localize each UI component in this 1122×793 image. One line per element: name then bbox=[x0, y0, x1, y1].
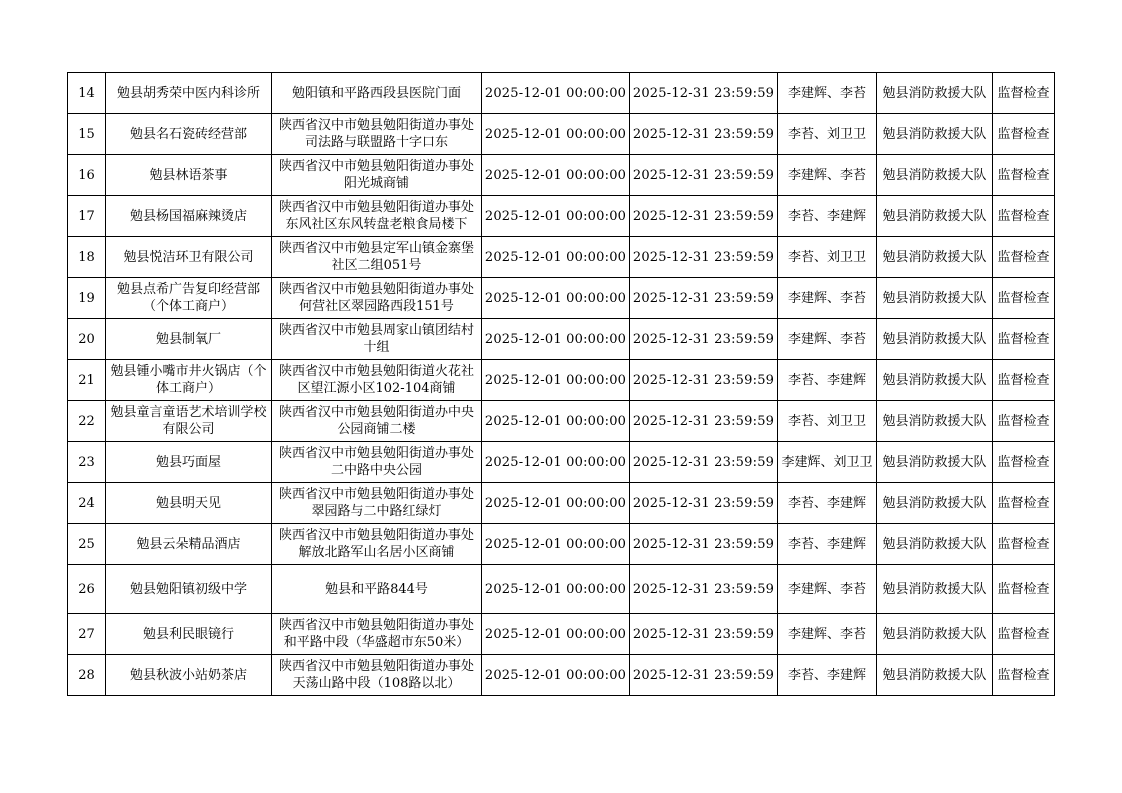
address-cell bbox=[272, 655, 482, 696]
table-row bbox=[68, 442, 1055, 483]
end-time-cell: 2025-12-31 23:59:59 bbox=[630, 196, 778, 237]
table-row bbox=[68, 524, 1055, 565]
table-row bbox=[68, 114, 1055, 155]
address-text: 陕西省汉中市勉县勉阳街道办事处解放北路军山名居小区商铺 bbox=[278, 528, 474, 560]
start-time-cell: 2025-12-01 00:00:00 bbox=[482, 237, 630, 278]
address-text: 陕西省汉中市勉县勉阳街道办事处何营社区翠园路西段151号 bbox=[278, 282, 474, 314]
table-row bbox=[68, 401, 1055, 442]
table-row bbox=[68, 614, 1055, 655]
inspection-type-cell: 监督检查 bbox=[993, 237, 1055, 278]
inspection-unit-cell: 勉县消防救援大队 bbox=[877, 401, 993, 442]
address-text: 陕西省汉中市勉县勉阳街道办事处天荡山路中段（108路以北） bbox=[278, 659, 474, 691]
end-time-cell: 2025-12-31 23:59:59 bbox=[630, 655, 778, 696]
inspection-unit-cell: 勉县消防救援大队 bbox=[877, 114, 993, 155]
inspectors-cell: 李苔、刘卫卫 bbox=[778, 114, 877, 155]
address-text: 勉县和平路844号 bbox=[325, 581, 428, 597]
address-cell bbox=[272, 524, 482, 565]
inspectors-cell: 李苔、刘卫卫 bbox=[778, 237, 877, 278]
end-time-cell: 2025-12-31 23:59:59 bbox=[630, 319, 778, 360]
business-name-cell: 勉县巧面屋 bbox=[106, 442, 272, 483]
inspectors-cell: 李苔、李建辉 bbox=[778, 524, 877, 565]
address-cell bbox=[272, 237, 482, 278]
end-time-cell: 2025-12-31 23:59:59 bbox=[630, 155, 778, 196]
end-time-cell: 2025-12-31 23:59:59 bbox=[630, 565, 778, 614]
business-name-cell: 勉县名石瓷砖经营部 bbox=[106, 114, 272, 155]
start-time-cell: 2025-12-01 00:00:00 bbox=[482, 319, 630, 360]
start-time-cell: 2025-12-01 00:00:00 bbox=[482, 565, 630, 614]
inspectors-cell: 李建辉、李苔 bbox=[778, 614, 877, 655]
row-number-cell: 15 bbox=[68, 114, 106, 155]
row-number-cell: 25 bbox=[68, 524, 106, 565]
row-number-cell: 17 bbox=[68, 196, 106, 237]
business-name-cell: 勉县点希广告复印经营部（个体工商户） bbox=[106, 278, 272, 319]
inspection-unit-cell: 勉县消防救援大队 bbox=[877, 483, 993, 524]
start-time-cell: 2025-12-01 00:00:00 bbox=[482, 114, 630, 155]
business-name-cell: 勉县明天见 bbox=[106, 483, 272, 524]
address-cell bbox=[272, 319, 482, 360]
end-time-cell: 2025-12-31 23:59:59 bbox=[630, 73, 778, 114]
inspection-type-cell: 监督检查 bbox=[993, 360, 1055, 401]
business-name-cell: 勉县童言童语艺术培训学校有限公司 bbox=[106, 401, 272, 442]
inspection-unit-cell: 勉县消防救援大队 bbox=[877, 614, 993, 655]
business-name-cell: 勉县悦洁环卫有限公司 bbox=[106, 237, 272, 278]
end-time-cell: 2025-12-31 23:59:59 bbox=[630, 401, 778, 442]
address-cell bbox=[272, 565, 482, 614]
inspectors-cell: 李苔、李建辉 bbox=[778, 655, 877, 696]
address-cell bbox=[272, 278, 482, 319]
address-text: 陕西省汉中市勉县定军山镇金寨堡社区二组051号 bbox=[278, 241, 474, 273]
end-time-cell: 2025-12-31 23:59:59 bbox=[630, 360, 778, 401]
address-text: 陕西省汉中市勉县勉阳街道办事处东风社区东风转盘老粮食局楼下 bbox=[278, 200, 474, 232]
address-cell bbox=[272, 483, 482, 524]
row-number-cell: 21 bbox=[68, 360, 106, 401]
address-text: 陕西省汉中市勉县勉阳街道办事处翠园路与二中路红绿灯 bbox=[278, 487, 474, 519]
row-number-cell: 14 bbox=[68, 73, 106, 114]
table-row bbox=[68, 196, 1055, 237]
address-cell bbox=[272, 360, 482, 401]
inspection-type-cell: 监督检查 bbox=[993, 565, 1055, 614]
row-number-cell: 24 bbox=[68, 483, 106, 524]
row-number-cell: 23 bbox=[68, 442, 106, 483]
business-name-cell: 勉县云朵精品酒店 bbox=[106, 524, 272, 565]
table-body bbox=[68, 73, 1055, 696]
start-time-cell: 2025-12-01 00:00:00 bbox=[482, 196, 630, 237]
inspection-type-cell: 监督检查 bbox=[993, 155, 1055, 196]
start-time-cell: 2025-12-01 00:00:00 bbox=[482, 614, 630, 655]
inspectors-cell: 李建辉、李苔 bbox=[778, 565, 877, 614]
business-name-cell: 勉县胡秀荣中医内科诊所 bbox=[106, 73, 272, 114]
address-text: 陕西省汉中市勉县勉阳街道办事处二中路中央公园 bbox=[278, 446, 474, 478]
row-number-cell: 16 bbox=[68, 155, 106, 196]
business-name-cell: 勉县锺小嘴市井火锅店（个体工商户） bbox=[106, 360, 272, 401]
inspection-type-cell: 监督检查 bbox=[993, 73, 1055, 114]
address-cell bbox=[272, 73, 482, 114]
inspection-unit-cell: 勉县消防救援大队 bbox=[877, 565, 993, 614]
end-time-cell: 2025-12-31 23:59:59 bbox=[630, 614, 778, 655]
table-row bbox=[68, 155, 1055, 196]
start-time-cell: 2025-12-01 00:00:00 bbox=[482, 483, 630, 524]
address-cell bbox=[272, 196, 482, 237]
inspectors-cell: 李建辉、李苔 bbox=[778, 73, 877, 114]
inspection-unit-cell: 勉县消防救援大队 bbox=[877, 155, 993, 196]
address-cell bbox=[272, 114, 482, 155]
inspectors-cell: 李苔、李建辉 bbox=[778, 483, 877, 524]
inspection-unit-cell: 勉县消防救援大队 bbox=[877, 319, 993, 360]
business-name-cell: 勉县勉阳镇初级中学 bbox=[106, 565, 272, 614]
inspection-unit-cell: 勉县消防救援大队 bbox=[877, 442, 993, 483]
start-time-cell: 2025-12-01 00:00:00 bbox=[482, 401, 630, 442]
table-row bbox=[68, 565, 1055, 614]
row-number-cell: 26 bbox=[68, 565, 106, 614]
inspection-type-cell: 监督检查 bbox=[993, 655, 1055, 696]
business-name-cell: 勉县制氧厂 bbox=[106, 319, 272, 360]
inspectors-cell: 李建辉、李苔 bbox=[778, 319, 877, 360]
inspection-type-cell: 监督检查 bbox=[993, 442, 1055, 483]
inspectors-cell: 李苔、刘卫卫 bbox=[778, 401, 877, 442]
inspection-unit-cell: 勉县消防救援大队 bbox=[877, 655, 993, 696]
row-number-cell: 27 bbox=[68, 614, 106, 655]
end-time-cell: 2025-12-31 23:59:59 bbox=[630, 442, 778, 483]
business-name-cell: 勉县杨国福麻辣烫店 bbox=[106, 196, 272, 237]
address-text: 陕西省汉中市勉县周家山镇团结村十组 bbox=[278, 323, 474, 355]
address-text: 陕西省汉中市勉县勉阳街道办事处和平路中段（华盛超市东50米） bbox=[278, 618, 474, 650]
end-time-cell: 2025-12-31 23:59:59 bbox=[630, 524, 778, 565]
address-text: 陕西省汉中市勉县勉阳街道办事处司法路与联盟路十字口东 bbox=[278, 118, 474, 150]
inspection-type-cell: 监督检查 bbox=[993, 401, 1055, 442]
start-time-cell: 2025-12-01 00:00:00 bbox=[482, 524, 630, 565]
table-row bbox=[68, 73, 1055, 114]
business-name-cell: 勉县秋波小站奶茶店 bbox=[106, 655, 272, 696]
inspection-table bbox=[67, 72, 1055, 696]
address-cell bbox=[272, 614, 482, 655]
inspection-unit-cell: 勉县消防救援大队 bbox=[877, 524, 993, 565]
inspection-unit-cell: 勉县消防救援大队 bbox=[877, 360, 993, 401]
business-name-cell: 勉县林语茶事 bbox=[106, 155, 272, 196]
inspection-type-cell: 监督检查 bbox=[993, 114, 1055, 155]
address-text: 勉阳镇和平路西段县医院门面 bbox=[291, 85, 461, 101]
start-time-cell: 2025-12-01 00:00:00 bbox=[482, 155, 630, 196]
inspection-type-cell: 监督检查 bbox=[993, 483, 1055, 524]
inspectors-cell: 李苔、李建辉 bbox=[778, 360, 877, 401]
address-cell bbox=[272, 442, 482, 483]
inspection-type-cell: 监督检查 bbox=[993, 319, 1055, 360]
row-number-cell: 28 bbox=[68, 655, 106, 696]
table-row bbox=[68, 483, 1055, 524]
end-time-cell: 2025-12-31 23:59:59 bbox=[630, 483, 778, 524]
inspectors-cell: 李苔、李建辉 bbox=[778, 196, 877, 237]
row-number-cell: 20 bbox=[68, 319, 106, 360]
inspection-type-cell: 监督检查 bbox=[993, 524, 1055, 565]
end-time-cell: 2025-12-31 23:59:59 bbox=[630, 114, 778, 155]
business-name-cell: 勉县利民眼镜行 bbox=[106, 614, 272, 655]
inspection-unit-cell: 勉县消防救援大队 bbox=[877, 73, 993, 114]
inspectors-cell: 李建辉、刘卫卫 bbox=[778, 442, 877, 483]
row-number-cell: 22 bbox=[68, 401, 106, 442]
table-row bbox=[68, 360, 1055, 401]
table-row bbox=[68, 278, 1055, 319]
table-row bbox=[68, 655, 1055, 696]
start-time-cell: 2025-12-01 00:00:00 bbox=[482, 278, 630, 319]
inspection-type-cell: 监督检查 bbox=[993, 278, 1055, 319]
address-text: 陕西省汉中市勉县勉阳街道办中央公园商铺二楼 bbox=[278, 405, 474, 437]
table-row bbox=[68, 237, 1055, 278]
table-row bbox=[68, 319, 1055, 360]
address-cell bbox=[272, 155, 482, 196]
end-time-cell: 2025-12-31 23:59:59 bbox=[630, 278, 778, 319]
inspection-type-cell: 监督检查 bbox=[993, 196, 1055, 237]
inspection-unit-cell: 勉县消防救援大队 bbox=[877, 237, 993, 278]
inspectors-cell: 李建辉、李苔 bbox=[778, 278, 877, 319]
start-time-cell: 2025-12-01 00:00:00 bbox=[482, 360, 630, 401]
inspectors-cell: 李建辉、李苔 bbox=[778, 155, 877, 196]
inspection-type-cell: 监督检查 bbox=[993, 614, 1055, 655]
start-time-cell: 2025-12-01 00:00:00 bbox=[482, 442, 630, 483]
row-number-cell: 19 bbox=[68, 278, 106, 319]
address-text: 陕西省汉中市勉县勉阳街道办事处阳光城商铺 bbox=[278, 159, 474, 191]
end-time-cell: 2025-12-31 23:59:59 bbox=[630, 237, 778, 278]
inspection-unit-cell: 勉县消防救援大队 bbox=[877, 278, 993, 319]
start-time-cell: 2025-12-01 00:00:00 bbox=[482, 73, 630, 114]
address-cell bbox=[272, 401, 482, 442]
inspection-unit-cell: 勉县消防救援大队 bbox=[877, 196, 993, 237]
row-number-cell: 18 bbox=[68, 237, 106, 278]
start-time-cell: 2025-12-01 00:00:00 bbox=[482, 655, 630, 696]
address-text: 陕西省汉中市勉县勉阳街道火花社区望江源小区102-104商铺 bbox=[278, 364, 474, 396]
